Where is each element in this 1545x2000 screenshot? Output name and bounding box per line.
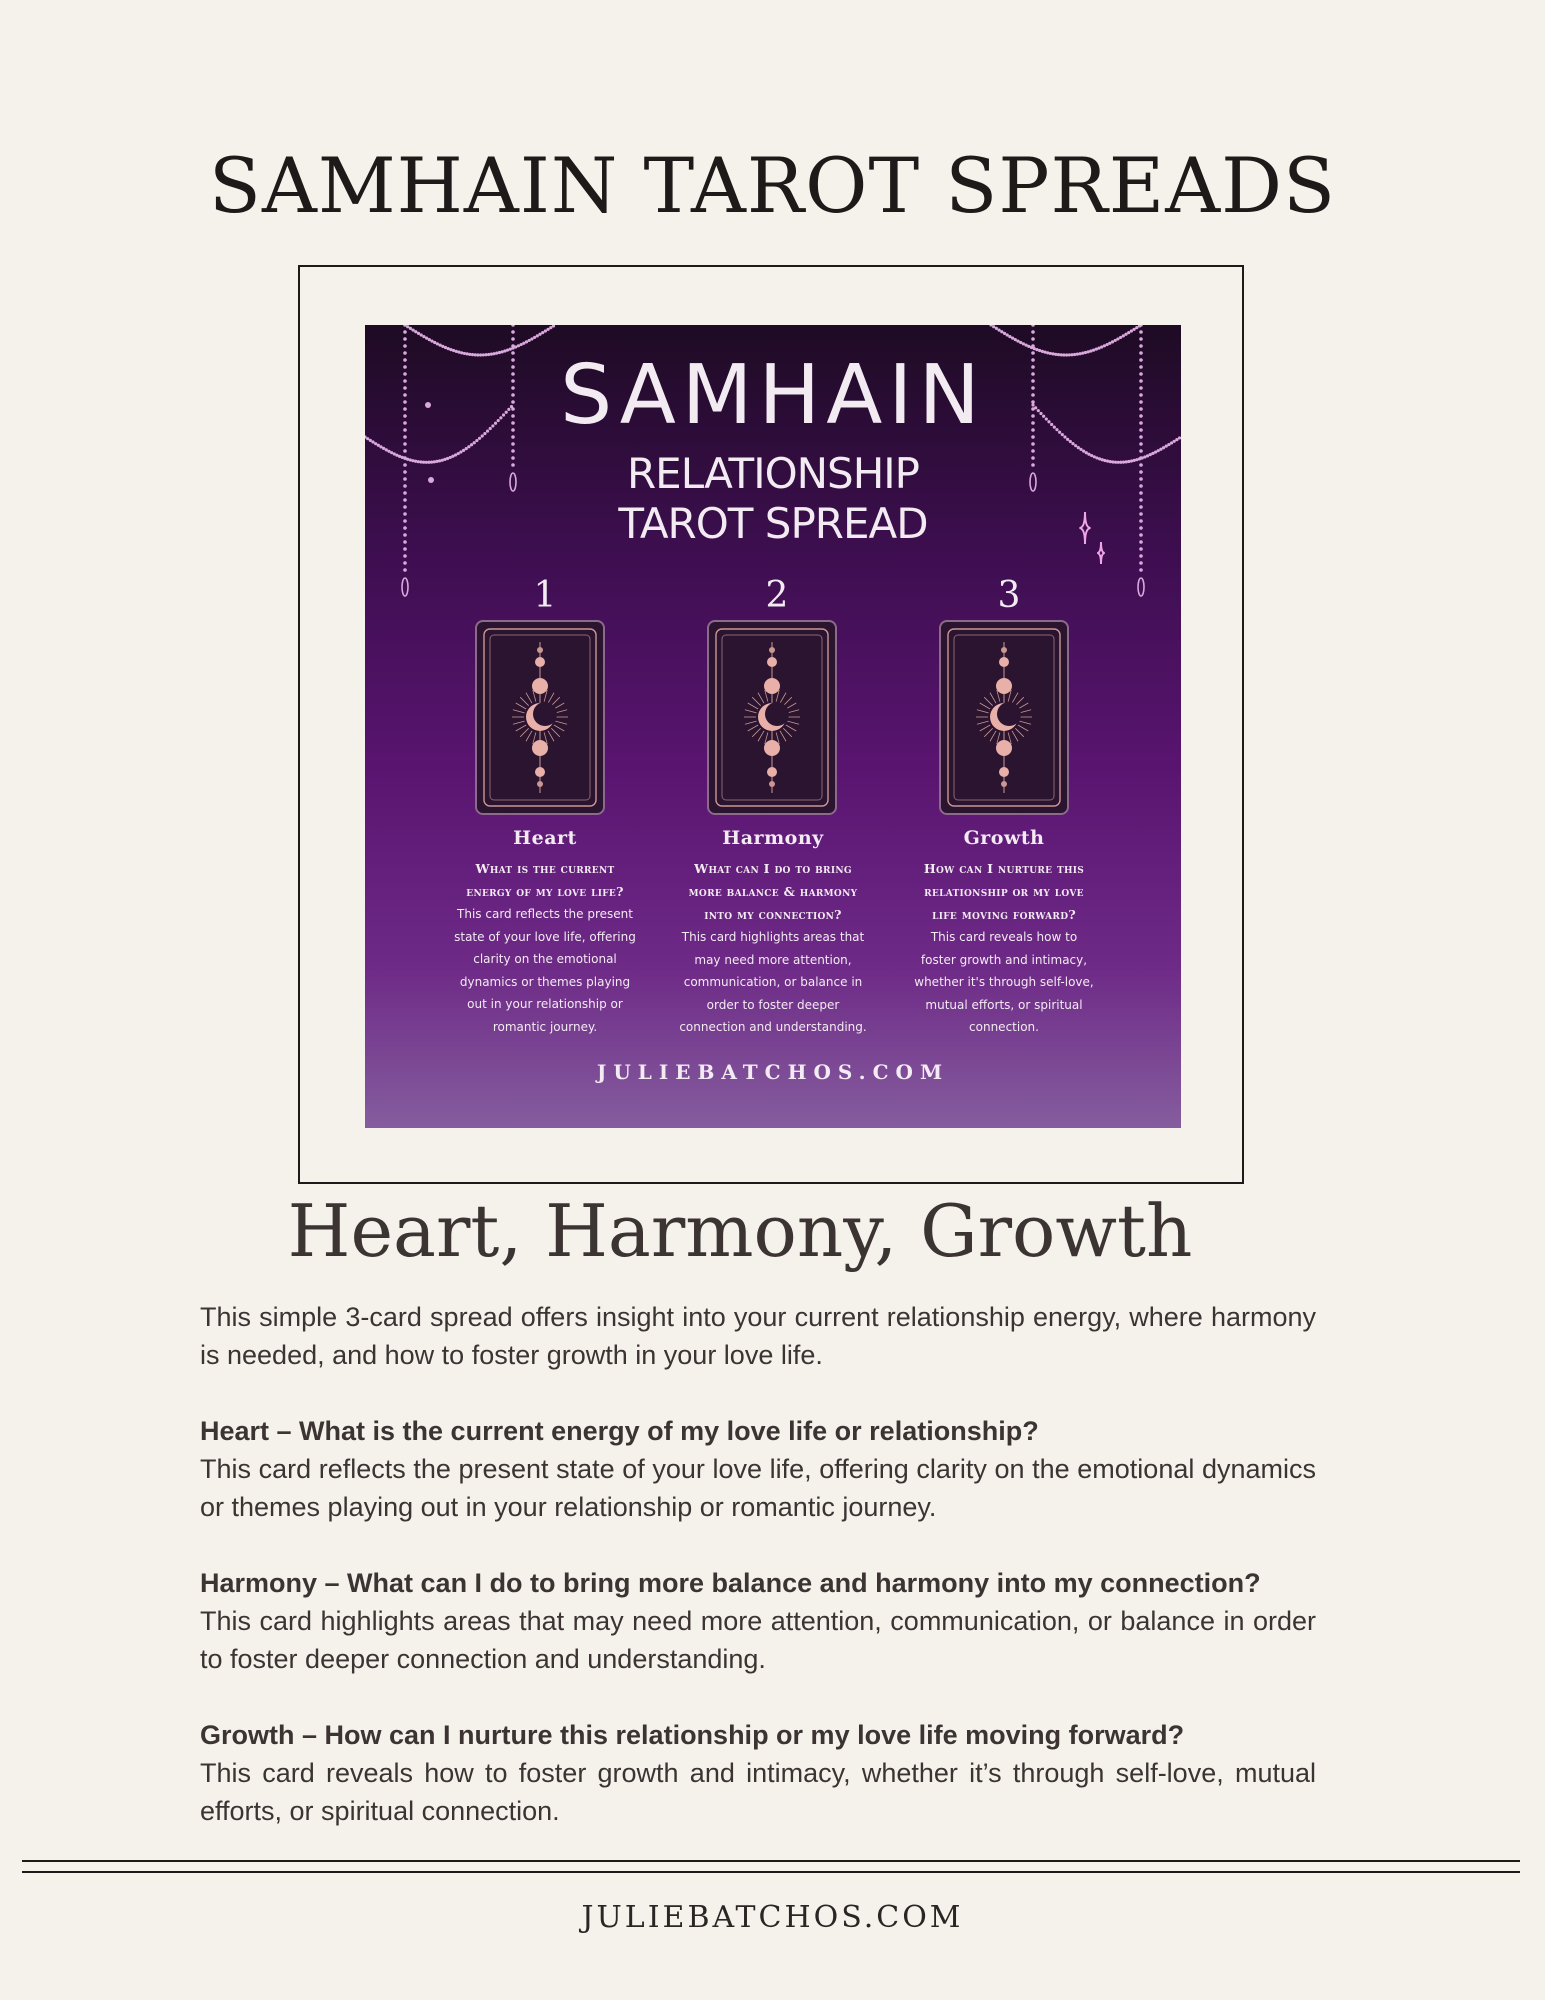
heart-question: Heart – What is the current energy of my love life or relationship? [200, 1416, 1039, 1446]
intro-paragraph: This simple 3-card spread offers insight into your current relationship energy, where harmony is needed, and how to foster growth in your love life. [200, 1302, 1316, 1370]
tarot-card-back-3 [939, 620, 1069, 815]
spread-column-growth [889, 827, 1119, 1039]
card-question: What is the current energy of my love life? [466, 861, 624, 899]
graphic-url: JULIEBATCHOS.COM [596, 1060, 950, 1084]
tarot-card-back-2 [707, 620, 837, 815]
graphic-subtitle-line1: RELATIONSHIP [626, 449, 920, 498]
card-description: This card highlights areas that may need more attention, communication, or balance in order to foster deeper connection and understanding. [679, 930, 867, 1034]
card-description: This card reflects the present state of your love life, offering clarity on the emotional dynamics or themes playing out in your relationship or romantic journey. [454, 907, 636, 1034]
tarot-spread-graphic [365, 325, 1181, 1128]
tarot-card-back-1 [475, 620, 605, 815]
card-number-3: 3 [997, 575, 1021, 616]
growth-answer: This card reveals how to foster growth and intimacy, whether it’s through self-love, mutual efforts, or spiritual connection. [200, 1758, 1316, 1826]
graphic-title: SAMHAIN [560, 348, 986, 443]
spread-description [200, 1298, 1316, 1830]
card-number-1: 1 [533, 575, 557, 616]
card-name: Heart [513, 827, 577, 849]
harmony-question: Harmony – What can I do to bring more balance and harmony into my connection? [200, 1568, 1261, 1598]
spread-column-harmony [658, 827, 888, 1039]
card-number-2: 2 [765, 575, 789, 616]
harmony-answer: This card highlights areas that may need more attention, communication, or balance in order to foster deeper connection and understanding. [200, 1606, 1316, 1674]
card-name: Harmony [722, 827, 824, 849]
spread-column-heart [430, 827, 660, 1038]
page-title: SAMHAIN TAROT SPREADS [208, 141, 1337, 230]
card-question: What can I do to bring more balance & harmony into my connection? [688, 861, 858, 922]
card-name: Growth [963, 827, 1045, 849]
heart-answer: This card reflects the present state of your love life, offering clarity on the emotional dynamics or themes playing out in your relationship or romantic journey. [200, 1454, 1316, 1522]
card-question: How can I nurture this relationship or my love life moving forward? [923, 861, 1085, 922]
footer-url: JULIEBATCHOS.COM [581, 1900, 964, 1935]
growth-question: Growth – How can I nurture this relationship or my love life moving forward? [200, 1720, 1185, 1750]
footer-rule-top [22, 1860, 1520, 1862]
card-description: This card reveals how to foster growth and intimacy, whether it's through self-love, mutual efforts, or spiritual connection. [914, 930, 1094, 1034]
section-heading: Heart, Harmony, Growth [287, 1189, 1193, 1273]
graphic-subtitle-line2: TAROT SPREAD [618, 499, 928, 548]
footer-rule-bottom [22, 1871, 1520, 1873]
